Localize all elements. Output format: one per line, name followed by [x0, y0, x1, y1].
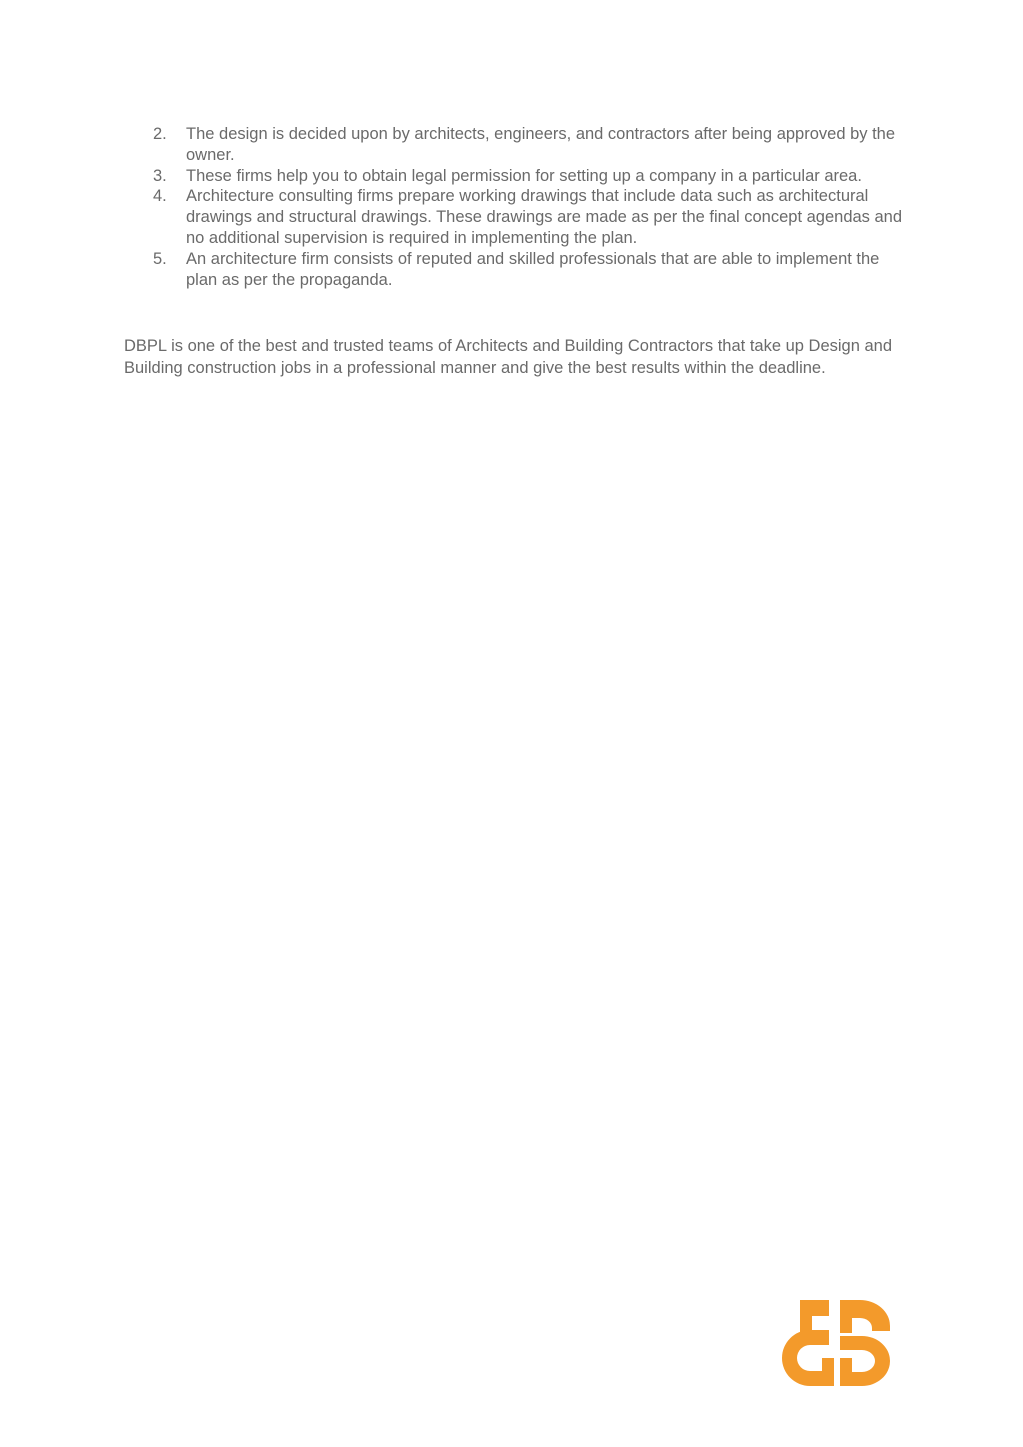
list-item-text: These firms help you to obtain legal permission for setting up a company in a particular area.: [186, 166, 862, 185]
list-number: 3.: [153, 166, 167, 185]
list-number: 2.: [153, 125, 167, 143]
list-number: 5.: [153, 249, 167, 268]
list-item: [124, 166, 904, 187]
list-item: [124, 124, 904, 166]
closing-paragraph: DBPL is one of the best and trusted teams of Architects and Building Contractors that take up Design and Building construction jobs in a professional manner and give the best results within the deadline.: [124, 337, 892, 378]
list-item-text: The design is decided upon by architects, engineers, and contractors after being approved by the owner.: [186, 125, 896, 164]
list-item-text: Architecture consulting firms prepare working drawings that include data such as architectural drawings and structural drawings. These drawings are made as per the final concept agendas and no additional supervision is required in implementing the plan.: [186, 187, 903, 247]
list-item: [124, 186, 904, 248]
dbpl-logo-icon: [782, 1300, 890, 1386]
list-item-text: An architecture firm consists of reputed and skilled professionals that are able to implement the plan as per the propaganda.: [186, 249, 880, 289]
list-number: 4.: [153, 187, 167, 206]
numbered-list: [124, 124, 904, 290]
list-item: [124, 249, 904, 291]
